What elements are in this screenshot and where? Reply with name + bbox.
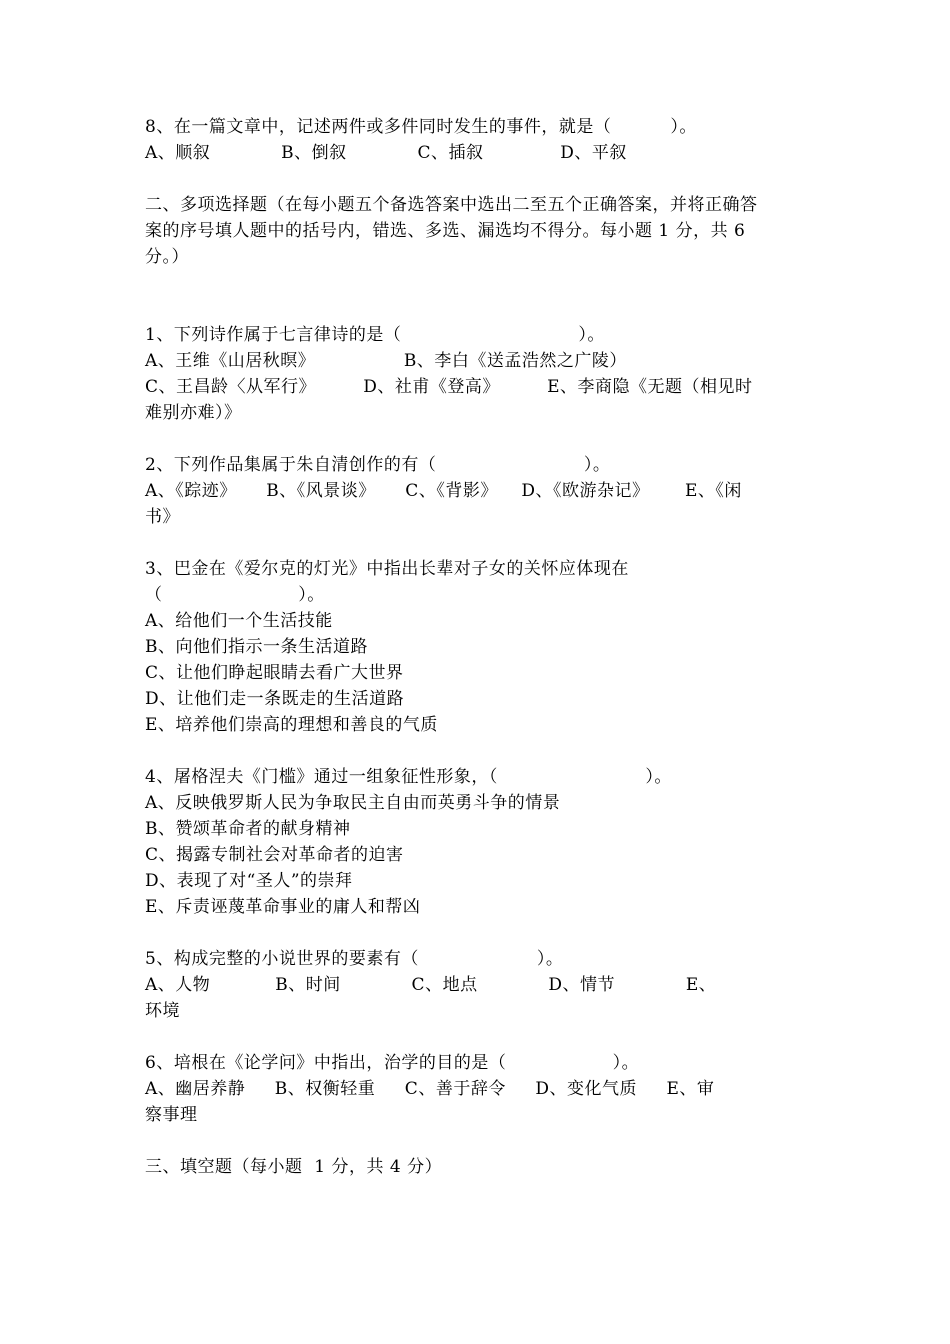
question-4-option: E、斥责诬蔑革命事业的庸人和帮凶 (145, 897, 421, 917)
question-6-options: 察事理 (145, 1105, 198, 1125)
question-4-option: B、赞颂革命者的献身精神 (145, 819, 351, 839)
question-2-stem: 2、下列作品集属于朱自清创作的有（ ）。 (145, 455, 611, 475)
question-2-options: 书》 (145, 507, 180, 527)
question-6-options: A、幽居养静 B、权衡轻重 C、善于辞令 D、变化气质 E、审 (145, 1079, 715, 1099)
question-5-options: 环境 (145, 1001, 180, 1021)
question-1-options: 难别亦难）》 (145, 403, 242, 423)
question-1-stem: 1、下列诗作属于七言律诗的是（ ）。 (145, 325, 605, 345)
question-8-options: A、顺叙 B、倒叙 C、插叙 D、平叙 (145, 143, 627, 163)
question-3-option: A、给他们一个生活技能 (145, 611, 333, 631)
question-3-option: B、向他们指示一条生活道路 (145, 637, 368, 657)
question-4-option: C、揭露专制社会对革命者的迫害 (145, 845, 404, 865)
question-6-stem: 6、培根在《论学问》中指出，治学的目的是（ ）。 (145, 1053, 640, 1073)
question-2-options: A、《踪迹》 B、《风景谈》 C、《背影》 D、《欧游杂记》 E、《闲 (145, 481, 742, 501)
question-1-options: C、王昌龄〈从军行》 D、社甫《登高》 E、李商隐《无题（相见时 (145, 377, 753, 397)
section-2-heading-line-3: 分。） (145, 247, 189, 267)
question-3-stem: 3、巴金在《爱尔克的灯光》中指出长辈对子女的关怀应体现在 (145, 559, 629, 579)
question-3-stem: （ ）。 (145, 585, 325, 605)
section-2-heading-line-1: 二、多项选择题（在每小题五个备选答案中选出二至五个正确答案，并将正确答 (145, 195, 758, 215)
question-5-options: A、人物 B、时间 C、地点 D、情节 E、 (145, 975, 717, 995)
question-3-option: C、让他们睁起眼睛去看广大世界 (145, 663, 404, 683)
section-3-heading: 三、填空题（每小题 1 分，共 4 分） (145, 1157, 443, 1177)
question-5-stem: 5、构成完整的小说世界的要素有（ ）。 (145, 949, 564, 969)
question-4-option: A、反映俄罗斯人民为争取民主自由而英勇斗争的情景 (145, 793, 561, 813)
question-1-options: A、王维《山居秋暝》 B、李白《送孟浩然之广陵） (145, 351, 627, 371)
question-8-stem: 8、在一篇文章中，记述两件或多件同时发生的事件，就是（ ）。 (145, 117, 697, 137)
question-4-option: D、表现了对“圣人”的崇拜 (145, 871, 353, 891)
question-3-option: D、让他们走一条既走的生活道路 (145, 689, 405, 709)
section-2-heading-line-2: 案的序号填人题中的括号内，错选、多选、漏选均不得分。每小题 1 分，共 6 (145, 221, 746, 241)
question-4-stem: 4、屠格涅夫《门槛》通过一组象征性形象，（ ）。 (145, 767, 672, 787)
question-3-option: E、培养他们崇高的理想和善良的气质 (145, 715, 438, 735)
